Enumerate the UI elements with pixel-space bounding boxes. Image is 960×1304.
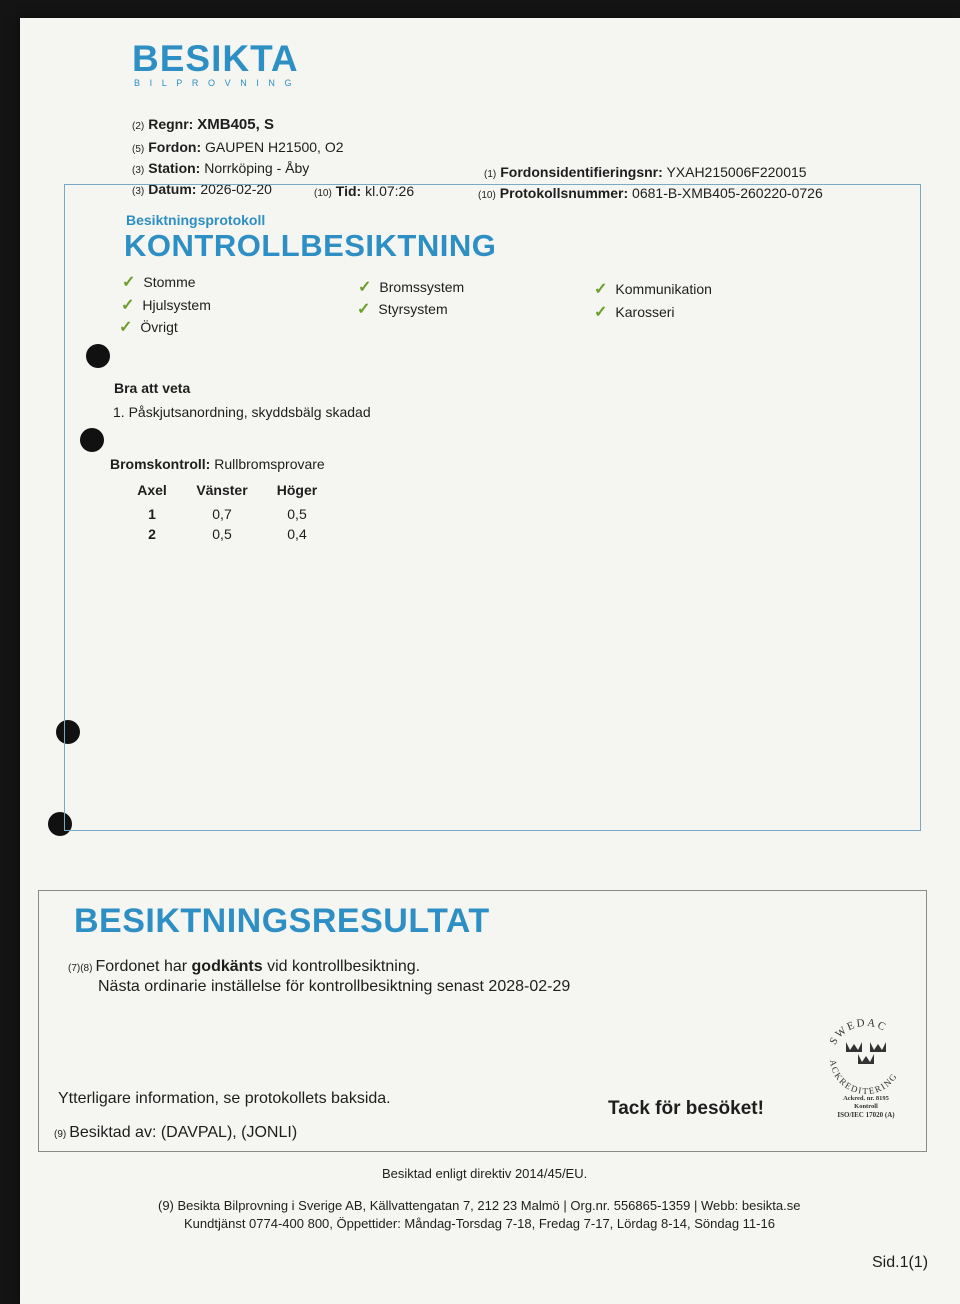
regnr-value: XMB405, S [197,116,274,133]
table-cell: 0,7 [212,506,232,522]
crown-icon [846,1042,886,1064]
fordon-label: Fordon: [148,139,202,155]
swedac-seal [818,1008,914,1120]
station-value: Norrköping - Åby [204,160,310,176]
field-number: (5) [132,144,145,155]
check-label: Karosseri [615,304,675,320]
company-text: (9) Besikta Bilprovning i Sverige AB, Källvattengatan 7, 212 23 Malmö | Org.nr. 556865-1359 | Webb: besikta.se [158,1198,801,1213]
besikta-logo [132,40,301,89]
result-line-2: Nästa ordinarie inställelse för kontrollbesiktning senast 2028-02-29 [98,978,571,995]
more-info-text: Ytterligare information, se protokollets baksida. [58,1090,391,1107]
table-cell: 0,5 [287,506,307,522]
logo-main-text: BESIKTA [132,38,299,79]
check-label: Stomme [143,274,196,290]
station-line [132,160,309,176]
field-number: (1) [484,169,497,180]
seal-ring-top: SWEDAC [827,1016,890,1048]
page-number: Sid.1(1) [872,1254,929,1271]
checkmark-icon: ✓ [358,279,372,296]
protocol-subtitle: Besiktningsprotokoll [126,212,266,228]
check-label: Bromssystem [379,279,465,295]
check-bromssystem [358,277,464,297]
check-label: Kommunikation [615,281,712,297]
table-header-row [122,482,332,504]
regnr-line [132,116,274,133]
info-item: 1. Påskjutsanordning, skyddsbälg skadad [113,404,371,420]
fordon-value: GAUPEN H21500, O2 [205,139,344,155]
check-kommunikation [594,279,712,299]
fordonsid-line [484,164,807,180]
protocol-title: KONTROLLBESIKTNING [124,228,497,263]
field-number: (10) [314,188,332,199]
tid-value: kl.07:26 [365,183,415,199]
checkmark-icon: ✓ [122,274,136,291]
tid-label: Tid: [335,183,362,199]
datum-label: Datum: [148,181,197,197]
table-row [122,504,332,524]
result-title: BESIKTNINGSRESULTAT [74,902,490,940]
table-row [122,524,332,544]
field-number: (3) [132,186,145,197]
info-heading: Bra att veta [114,380,191,396]
seal-ring-bottom: ACKREDITERING [827,1058,900,1097]
regnr-label: Regnr: [148,116,194,132]
inspector-line [54,1124,297,1142]
inspector-value: (DAVPAL), (JONLI) [160,1124,298,1141]
checkmark-icon: ✓ [594,281,608,298]
column-header: Axel [137,482,167,498]
table-cell: 2 [148,526,156,542]
checkmark-icon: ✓ [121,297,135,314]
datum-value: 2026-02-20 [200,181,272,197]
column-header: Höger [276,482,318,498]
check-label: Styrsystem [378,301,448,317]
checkmark-icon: ✓ [119,319,133,336]
brake-heading-line [110,456,325,472]
brake-table [122,482,332,544]
check-ovrigt [119,317,178,337]
checkmark-icon: ✓ [357,301,371,318]
check-styrsystem [357,299,448,319]
seal-line-3: ISO/IEC 17020 (A) [837,1111,895,1119]
result-pre: Fordonet har [95,958,188,975]
fordonsid-value: YXAH215006F220015 [666,164,807,180]
directive-text: Besiktad enligt direktiv 2014/45/EU. [382,1166,588,1181]
field-number: (10) [478,190,496,201]
check-karosseri [594,302,675,322]
seal-line-2: Kontroll [854,1103,878,1110]
fordon-line [132,139,344,155]
protokoll-label: Protokollsnummer: [499,185,629,201]
check-hjulsystem [121,295,211,315]
column-header: Vänster [196,482,248,498]
seal-line-1: Ackred. nr. 8195 [843,1095,889,1102]
field-number: (9) [54,1129,67,1140]
result-status: godkänts [191,958,263,975]
check-stomme [122,272,196,292]
brake-method: Rullbromsprovare [214,456,325,472]
checkmark-icon: ✓ [594,304,608,321]
brake-heading: Bromskontroll: [110,456,211,472]
field-number: (7)(8) [68,963,93,974]
protokoll-value: 0681-B-XMB405-260220-0726 [632,185,823,201]
logo-sub-text: BILPROVNING [134,78,302,88]
result-line-1 [68,958,420,976]
table-cell: 0,5 [212,526,232,542]
inspector-label: Besiktad av: [69,1124,157,1141]
service-text: Kundtjänst 0774-400 800, Öppettider: Måndag-Torsdag 7-18, Fredag 7-17, Lördag 8-14, Söndag 11-16 [184,1216,775,1231]
field-number: (2) [132,121,145,132]
table-cell: 1 [148,506,156,522]
station-label: Station: [148,160,201,176]
check-label: Hjulsystem [142,297,211,313]
check-label: Övrigt [140,319,178,335]
field-number: (3) [132,165,145,176]
result-post: vid kontrollbesiktning. [267,958,421,975]
thanks-text: Tack för besöket! [608,1098,764,1119]
fordonsid-label: Fordonsidentifieringsnr: [500,164,663,180]
table-cell: 0,4 [287,526,307,542]
